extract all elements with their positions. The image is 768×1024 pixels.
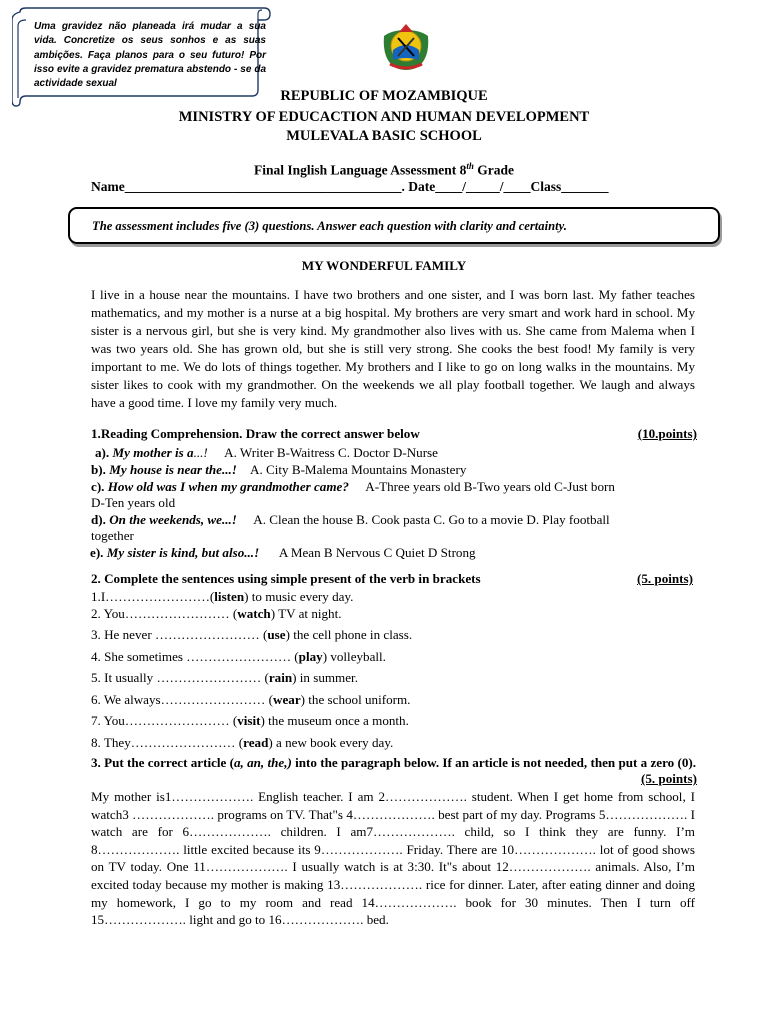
q2-sentence-start: 3. He never …………………… (	[91, 627, 268, 642]
q2-sentence-end: ) the cell phone in class.	[285, 627, 413, 642]
q1-e-options: A Mean B Nervous C Quiet D Strong	[278, 545, 476, 560]
q1-c-stem: How old was I when my grandmother came?	[107, 479, 349, 494]
q1-a-stem: My mother is a	[112, 445, 194, 460]
grade-superscript: th	[466, 161, 474, 171]
q1-heading	[91, 426, 697, 442]
reading-passage: I live in a house near the mountains. I have two brothers and one sister, and I was born last. My father teaches mathematics, and my mother is a nurse at a big hospital. My brothers are very smart and work hard in school. My sister is a nervous girl, but she is very kind. My grandmother also lives with us. She came from Malema when I was two years old. She has grown old, but she is still very strong. She cooks the best food! My family is very important to me. We do lots of things together. My brothers and I like to go on long walks in the mountains. My sister likes to cook with my grandmother. On the weekends we all play football together. We laugh and always have a good time. I love my family very much.	[91, 287, 695, 410]
ministry-heading: MINISTRY OF EDUCACTION AND HUMAN DEVELOPMENT	[178, 109, 590, 125]
assessment-title	[0, 161, 768, 179]
q2-sentence-end: ) to music every day.	[244, 589, 354, 604]
q2-sentence[interactable]	[91, 627, 697, 643]
q2-sentence[interactable]	[91, 589, 697, 605]
q2-verb: read	[243, 735, 269, 750]
q1-a-label: a	[95, 445, 102, 460]
q1-points: (10.points)	[637, 426, 697, 441]
q2-sentence-start: 8. They…………………… (	[91, 735, 244, 750]
q2-sentence-start: 4. She sometimes …………………… (	[91, 649, 299, 664]
q2-sentence[interactable]	[91, 649, 697, 665]
instructions-box	[68, 207, 720, 244]
q2-points: (5. points)	[636, 571, 693, 586]
q1-c-options-continued: D-Ten years old	[91, 495, 176, 510]
q2-sentence-start: 6. We always…………………… (	[91, 692, 273, 707]
q1-e-stem: My sister is kind, but also...!	[106, 545, 260, 560]
q1-d-options: A. Clean the house B. Cook pasta C. Go to a movie D. Play football	[253, 512, 610, 527]
q1-item-d[interactable]: d). On the weekends, we...! A. Clean the house B. Cook pasta C. Go to a movie D. Play football	[91, 512, 610, 527]
q1-a-options: A. Writer B-Waitress C. Doctor D-Nurse	[224, 445, 438, 460]
q2-verb: rain	[268, 670, 293, 685]
national-emblem-icon	[380, 16, 432, 72]
q1-item-b[interactable]: b). My house is near the...! A. City B-Malema Mountains Monastery	[91, 462, 467, 477]
q1-c-label: c	[91, 479, 97, 494]
q3-title-end: into the paragraph below. If an article is not needed, then put a zero (0).	[291, 755, 697, 770]
q2-title: 2. Complete the sentences using simple present of the verb in brackets	[91, 571, 481, 586]
q2-heading	[91, 571, 697, 587]
country-heading: REPUBLIC OF MOZAMBIQUE	[280, 88, 488, 104]
q3-paragraph[interactable]: My mother is1………………. English teacher. I am 2………………. student. When I get home from school, I watch3 ………………. programs on TV. That"s 4………………. best part of my day. Programs 5………………. I watch are for 6………………. children. I am7………………. child, so I think they are funny. I’m 8………………. little excited because its 9………………. Friday. There are 10………………. lot of good shows on TV today. One 11………………. I usually watch is at 3:30. It"s about 12………………. animals. Also, I’m excited today because my mother is making 13………………. rice for dinner. Later, after eating dinner and doing my homework, I go to my room and read 14………………. book for 30 minutes. Then I turn off 15………………. light and go to 16………………. bed.	[91, 789, 695, 928]
banner-text: Uma gravidez não planeada irá mudar a sua vida. Concretize os seus sonhos e as suas ambições. Faça planos para o seu futuro! Por isso evite a gravidez prematura abstendo - se da actividade sexual	[34, 21, 266, 90]
q2-sentence-end: ) a new book every day.	[268, 735, 394, 750]
q2-sentence-start: 1.I……………………(	[91, 589, 215, 604]
q1-item-e[interactable]: e). My sister is kind, but also...! A Mean B Nervous C Quiet D Strong	[90, 545, 476, 560]
school-heading: MULEVALA BASIC SCHOOL	[286, 128, 482, 144]
q1-e-label: e	[90, 545, 96, 560]
q1-d-options-continued: together	[91, 528, 134, 543]
q2-sentence[interactable]	[91, 735, 697, 751]
q2-sentence-end: ) volleyball.	[322, 649, 386, 664]
q1-b-options: A. City B-Malema Mountains Monastery	[250, 462, 467, 477]
q2-verb: use	[267, 627, 286, 642]
q1-title: 1.Reading Comprehension. Draw the correct answer below	[91, 426, 420, 441]
q1-b-stem: My house is near the...!	[109, 462, 237, 477]
q3-title-start: 3. Put the correct article (	[91, 755, 234, 770]
q2-sentence-start: 2. You…………………… (	[91, 606, 238, 621]
q1-d-label: d	[91, 512, 99, 527]
q2-sentence[interactable]	[91, 713, 697, 729]
q2-sentence[interactable]	[91, 606, 697, 622]
q3-points: (5. points)	[640, 771, 697, 786]
q1-b-label: b	[91, 462, 99, 477]
q1-c-options: A-Three years old B-Two years old C-Just born	[365, 479, 615, 494]
q1-d-stem: On the weekends, we...!	[109, 512, 237, 527]
q2-sentence-start: 7. You…………………… (	[91, 713, 238, 728]
q2-sentence-end: ) the school uniform.	[300, 692, 411, 707]
student-info-line[interactable]: Name_________________________________________. Date____/_____/____Class_______	[91, 179, 609, 194]
q2-verb: visit	[237, 713, 261, 728]
q1-item-c[interactable]: c). How old was I when my grandmother came? A-Three years old B-Two years old C-Just born	[91, 479, 615, 494]
q2-verb: play	[298, 649, 323, 664]
q2-sentence[interactable]	[91, 692, 697, 708]
assessment-title-text: Final Inglish Language Assessment 8	[254, 162, 467, 178]
q2-sentence-start: 5. It usually …………………… (	[91, 670, 269, 685]
q1-item-a[interactable]: a). My mother is a...! A. Writer B-Waitress C. Doctor D-Nurse	[95, 445, 438, 460]
q3-heading	[91, 754, 697, 771]
q3-title-articles: a, an, the,)	[234, 755, 292, 770]
q2-verb: wear	[273, 692, 301, 707]
q2-verb: watch	[237, 606, 271, 621]
q2-sentence-end: ) the museum once a month.	[260, 713, 409, 728]
q2-sentence-end: ) in summer.	[292, 670, 358, 685]
q2-verb: listen	[214, 589, 245, 604]
q2-sentence[interactable]	[91, 670, 697, 686]
q2-sentence-end: ) TV at night.	[270, 606, 342, 621]
q1-a-dots: ...!	[193, 445, 208, 460]
instructions-text: The assessment includes five (3) questions. Answer each question with clarity and certainty.	[92, 219, 567, 233]
reading-title: MY WONDERFUL FAMILY	[301, 258, 467, 273]
assessment-grade-text: Grade	[473, 162, 514, 178]
